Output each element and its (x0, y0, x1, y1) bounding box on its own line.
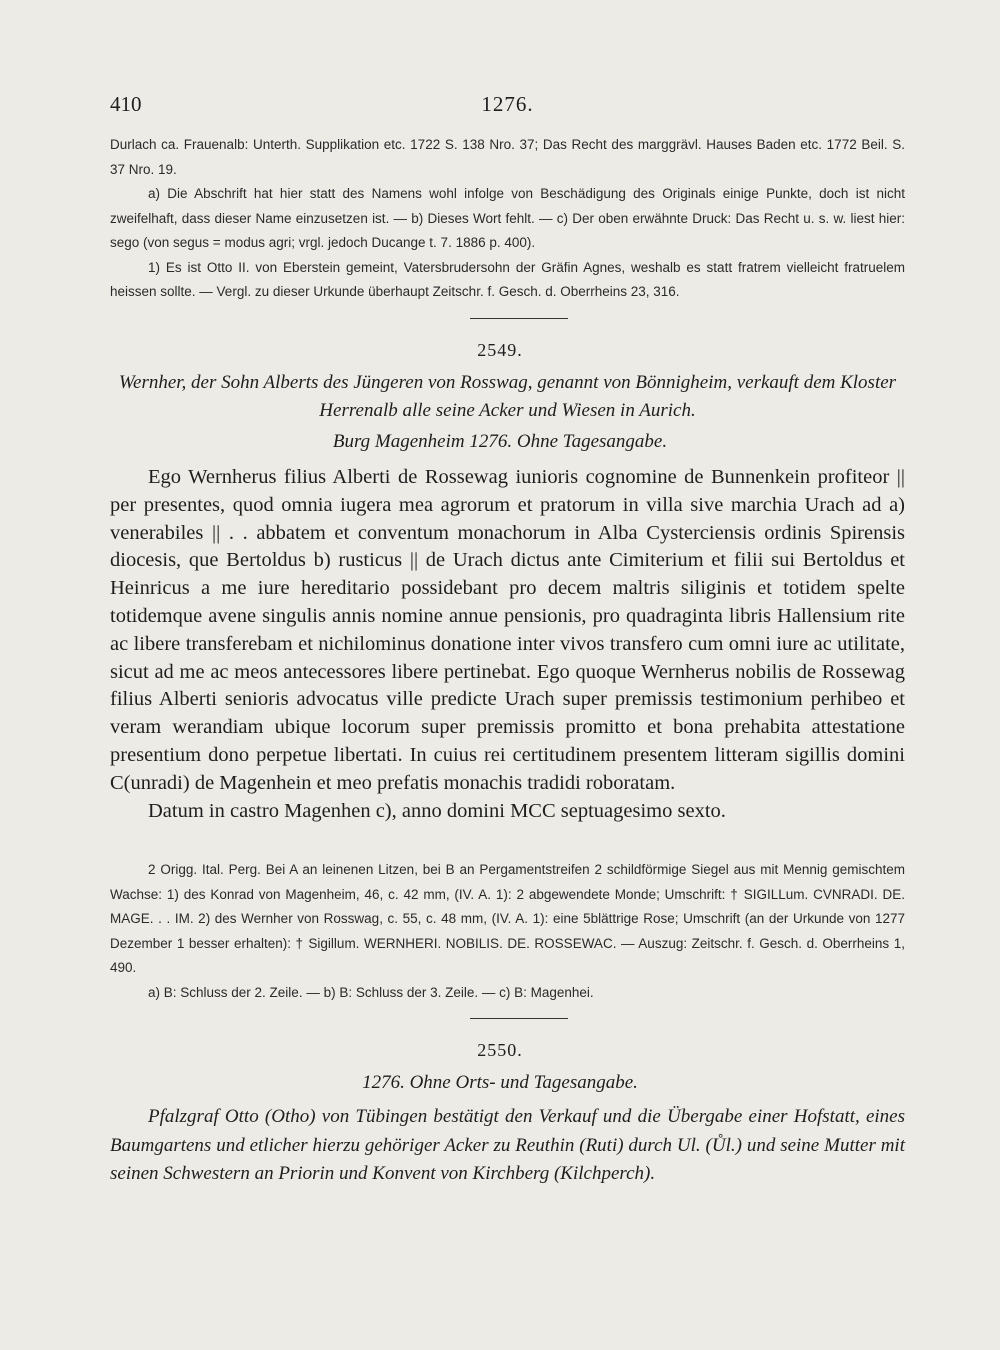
section-divider (470, 318, 568, 319)
running-head-year: 1276. (481, 92, 534, 116)
footnote-1: 1) Es ist Otto II. von Eberstein gemeint, Vatersbrudersohn der Gräfin Agnes, weshalb es statt fratrem vielleicht fratruelem heissen sollte. — Vergl. zu dieser Urkunde überhaupt Zeitschr. f. Gesch. d. Oberrheins 23, 316. (110, 259, 905, 299)
document-regest (110, 1103, 905, 1189)
footnote-a: a) Die Abschrift hat hier statt des Namens wohl infolge von Beschädigung des Originals einige Punkte, doch ist nicht zweifelhaft, dass dieser Name einzusetzen ist. — b) Dieses Wort fehlt. — c) Der oben erwähnte Druck: Das Recht u. s. w. liest hier: sego (von segus = modus agri; vrgl. jedoch Ducange t. 7. 1886 p. 400). (110, 186, 905, 250)
charter-body: Ego Wernherus filius Alberti de Rossewag iunioris cognomine de Bunnenkein profiteor || per presentes, quod omnia iugera mea agrorum et pratorum in villa sive marchia Urach ad a) venerabiles || . . abbatem et conventum monachorum in Alba Cysterciensis ordinis Spirensis diocesis, que Bertoldus b) rusticus || de Urach dictus ante Cimiterium et filii sui Bertoldus et Heinricus a me iure hereditario possidebant pro decem maltris siliginis et totidem spelte totidemque avene singulis annis nomine annue pensionis, pro quadraginta libris Hallensium rite ac libere transferebam et nichilominus donatione inter vivos transfero cum omni iure ac utilitate, sicut ad me ac meos antecessores libere pertinebat. Ego quoque Wernherus nobilis de Rossewag filius Alberti senioris advocatus ville predicte Urach super premissis testimonium perhibeo et veram werandiam ubique locorum super premissis promitto et bona prehabita attestatione presentium dono perpetue libertati. In cuius rei certitudinem presentem litteram sigillis domini C(unradi) de Magenhein et meo prefatis monachis tradidi roboratam. (110, 466, 905, 794)
document-dateline: 1276. Ohne Orts- und Tagesangabe. (362, 1072, 638, 1093)
section-divider (470, 1018, 568, 1019)
variant-letters-note: a) B: Schluss der 2. Zeile. — b) B: Schluss der 3. Zeile. — c) B: Magenhei. (148, 984, 594, 1000)
document-regest (110, 369, 905, 425)
page-number: 410 (110, 92, 142, 116)
page-header (110, 92, 905, 122)
document-number: 2549. (477, 340, 523, 360)
document-number: 2550. (477, 1040, 523, 1060)
charter-apparatus (110, 858, 905, 1005)
seal-description-note: 2 Origg. Ital. Perg. Bei A an leinenen Litzen, bei B an Pergamentstreifen 2 schildförmige Siegel aus mit Mennig gemischtem Wachse: 1) des Konrad von Magenheim, 46, c. 42 mm, (IV. A. 1): 2 abgewendete Monde; Umschrift: † SIGILLum. CVNRADI. DE. MAGE. . . IM. 2) des Wernher von Rosswag, c. 55, c. 48 mm, (IV. A. 1): eine 5blättrige Rose; Umschrift (an der Urkunde von 1277 Dezember 1 besser erhalten): † Sigillum. WERNHERI. NOBILIS. DE. ROSSEWAC. — Auszug: Zeitschr. f. Gesch. d. Oberrheins 1, 490. (110, 862, 905, 975)
charter-text (110, 464, 905, 825)
previous-document-notes (110, 133, 905, 305)
regest-text: Pfalzgraf Otto (Otho) von Tübingen bestätigt den Verkauf und die Übergabe einer Hofstatt, eines Baumgartens und etlicher hierzu gehöriger Acker zu Reuthin (Ruti) durch Ul. (Ůl.) und seine Mutter mit seinen Schwestern an Priorin und Konvent von Kirchberg (Kilchperch). (110, 1106, 905, 1184)
document-dateline: Burg Magenheim 1276. Ohne Tagesangabe. (332, 431, 668, 452)
regest-text: Wernher, der Sohn Alberts des Jüngeren von Rosswag, genannt von Bönnigheim, verkauft dem Kloster Herrenalb alle seine Acker und Wiesen in Aurich. (118, 372, 897, 421)
charter-datum: Datum in castro Magenhen c), anno domini MCC septuagesimo sexto. (148, 799, 726, 822)
source-note: Durlach ca. Frauenalb: Unterth. Supplikation etc. 1722 S. 138 Nro. 37; Das Recht des marggrävl. Hauses Baden etc. 1772 Beil. S. 37 Nro. 19. (110, 137, 905, 177)
